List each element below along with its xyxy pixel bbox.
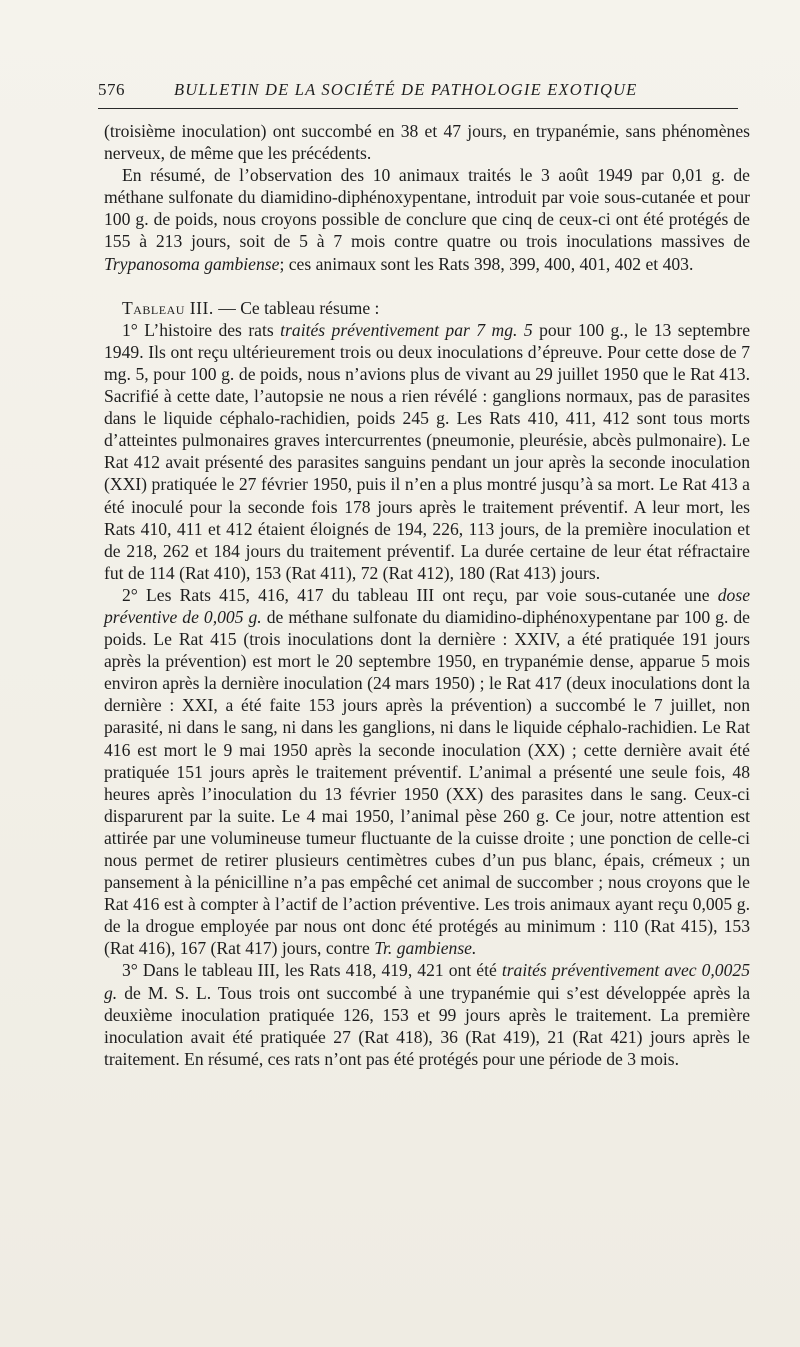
paragraph-table-intro (104, 297, 750, 319)
page-number: 576 (98, 80, 125, 99)
paragraph-text: 3° Dans le tableau III, les Rats 418, 419, 421 ont été (122, 960, 502, 981)
paragraph-text: 1° L’histoire des rats (122, 319, 281, 340)
paragraph-text: de méthane sulfonate du diamidino-diphénoxypentane par 100 g. de poids. Le Rat 415 (trois inoculations dont la dernière : XXIV, a été pratiquée 191 jours après la prévention) est mort le 20 septembre 1950, en trypanémie dense, apparue 5 mois environ après la dernière inoculation (24 mars 1950) ; le Rat 417 (deux inoculations dont la dernière : XXI, a été faite 153 jours après la prévention) a succombé le 7 juillet, non parasité, ni dans le sang, ni dans les ganglions, ni dans le liquide céphalo-rachidien. Le Rat 416 est mort le 9 mai 1950 après la seconde inoculation (XX) ; cette dernière avait été pratiquée 151 jours après le traitement préventif. L’animal a présenté une seule fois, 48 heures après l’inoculation du 13 février 1950 (XX) des parasites dans le sang. Ceux-ci disparurent par la suite. Le 4 mai 1950, l’animal pèse 260 g. Ce jour, notre attention est attirée par une volumineuse tumeur fluctuante de la cuisse droite ; une ponction de celle-ci nous permet de retirer plusieurs centimètres cubes d’un pus blanc, épais, crémeux ; un pansement à la pénicilline n’a pas empêché cet animal de succomber ; nous croyons que le Rat 416 est à compter à l’actif de l’action préventive. Les trois animaux ayant reçu 0,005 g. de la drogue employée par nous ont donc été protégés au minimum : 110 (Rat 415), 153 (Rat 416), 167 (Rat 417) jours, contre (104, 606, 750, 959)
paragraph-text: (troisième inoculation) ont succombé en 38 et 47 jours, en trypanémie, sans phénomènes nerveux, de même que les précédents. (104, 121, 750, 164)
emphasis-text: traités préventivement par 7 mg. 5 (280, 319, 533, 340)
table-label: Tableau III. (122, 297, 214, 318)
species-name: Tr. gambiense. (374, 938, 477, 959)
paragraph-text: En résumé, de l’observation des 10 animaux traités le 3 août 1949 par 0,01 g. de méthane sulfonate du diamidino-diphénoxypentane, introduit par voie sous-cutanée et pour 100 g. de poids, nous croyons possible de conclure que cinq de ceux-ci ont été protégés de 155 à 213 jours, soit de 5 à 7 mois contre quatre ou trois inoculations massives de (104, 165, 750, 252)
paragraph-text: de M. S. L. Tous trois ont succombé à une trypanémie qui s’est développée après la deuxième inoculation pratiquée 126, 153 et 99 jours après le traitement. La première inoculation avait été pratiquée 27 (Rat 418), 36 (Rat 419), 21 (Rat 421) jours après le traitement. En résumé, ces rats n’ont pas été protégés pour une période de 3 mois. (104, 982, 750, 1069)
paragraph-point-1 (104, 319, 750, 584)
header-rule (98, 108, 738, 109)
paragraph-text: pour 100 g., le 13 septembre 1949. Ils ont reçu ultérieurement trois ou deux inoculations d’épreuve. Pour cette dose de 7 mg. 5, pour 100 g. de poids, nous n’avions plus de vivant au 29 juillet 1950 que le Rat 413. Sacrifié à cette date, l’autopsie ne nous a rien révélé : ganglions normaux, pas de parasites dans le liquide céphalo-rachidien, poids 245 g. Les Rats 410, 411, 412 sont tous morts d’atteintes pulmonaires graves intercurrentes (pneumonie, pleurésie, abcès pulmonaire). Le Rat 412 avait présenté des parasites sanguins pendant un jour après la seconde inoculation (XXI) pratiquée le 27 février 1950, puis il n’en a plus montré jusqu’à sa mort. Le Rat 413 a été inoculé pour la seconde fois 178 jours après le traitement préventif. A leur mort, les Rats 410, 411 et 412 étaient éloignés de 194, 226, 113 jours, de la première inoculation et de 218, 262 et 184 jours du traitement préventif. La durée certaine de leur état réfractaire fut de 114 (Rat 410), 153 (Rat 411), 72 (Rat 412), 180 (Rat 413) jours. (104, 319, 751, 583)
paragraph-summary (104, 164, 750, 274)
paragraph-text: ; ces animaux sont les Rats 398, 399, 400, 401, 402 et 403. (279, 253, 694, 274)
paragraph-point-3 (104, 959, 750, 1069)
emphasis-text: dose préventive de 0,005 g. (104, 584, 750, 627)
body-text (104, 120, 750, 1070)
emphasis-text: traités préventivement avec 0,0025 g. (104, 960, 750, 1003)
page-header (98, 78, 738, 104)
paragraph-text: 2° Les Rats 415, 416, 417 du tableau III ont reçu, par voie sous-cutanée une (122, 584, 718, 605)
species-name: Trypanosoma gambiense (104, 253, 280, 274)
paragraph-point-2 (104, 584, 750, 960)
paragraph-continuation (104, 120, 750, 164)
paragraph-text: — Ce tableau résume : (213, 297, 380, 318)
running-title: BULLETIN DE LA SOCIÉTÉ DE PATHOLOGIE EXOTIQUE (174, 80, 638, 99)
